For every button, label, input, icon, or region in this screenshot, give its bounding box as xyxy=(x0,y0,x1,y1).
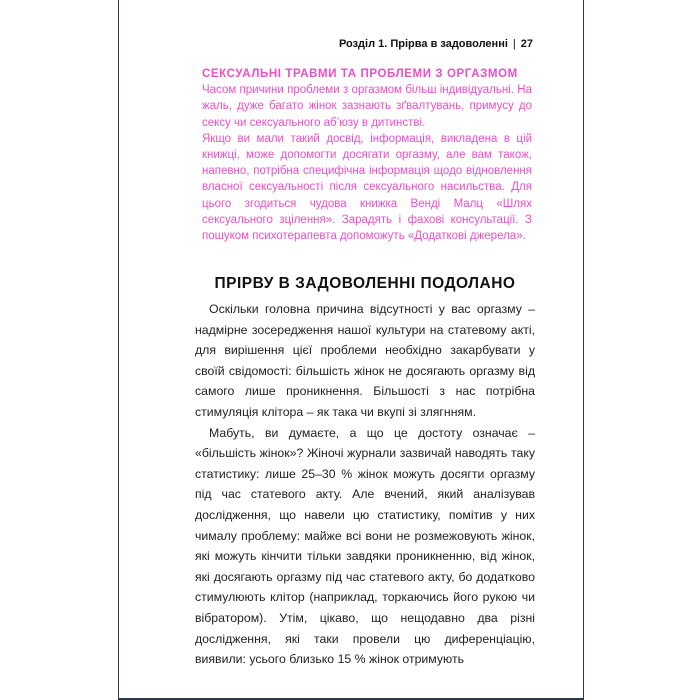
running-head xyxy=(339,38,533,50)
sidebar-title: СЕКСУАЛЬНІ ТРАВМИ ТА ПРОБЛЕМИ З ОРГАЗМОМ xyxy=(202,68,518,80)
book-page xyxy=(118,0,584,700)
body-paragraph: Мабуть, ви думаєте, а що це достоту означає – «більшість жінок»? Жіночі журнали зазвичай наводять таку статистику: лише 25–30 % жінок можуть досягти оргазму під час статевого акту. Але вчений, який аналізував дослідження, що навели цю статистику, помітив у них чималу проблему: майже всі вони не розмежовують жінок, які можуть кінчити тільки завдяки проникненню, від жінок, які досягають оргазму під час статевого акту, бо додатково стимулюють клітор (наприклад, торкаючись його рукою чи вібратором). Утім, цікаво, що нещодавно два різні дослідження, які таки провели цю диференціацію, виявили: усього близько 15 % жінок отримують xyxy=(195,425,535,667)
sidebar-box xyxy=(202,66,532,244)
header-separator: | xyxy=(512,38,516,50)
sidebar-paragraph: Часом причини проблеми з оргазмом більш індивідуальні. На жаль, дуже багато жінок зазнають зґвалтувань, примусу до сексу чи сексуального аб’юзу в дитинстві. xyxy=(202,84,532,129)
page-number: 27 xyxy=(520,38,533,50)
section-heading: ПРІРВУ В ЗАДОВОЛЕННІ ПОДОЛАНО xyxy=(214,275,516,292)
sidebar-paragraph: Якщо ви мали такий досвід, інформація, викладена в цій книжці, може допомогти досягати оргазму, але вам також, напевно, потрібна специфічна інформація щодо відновлення власної сексуальності після сексуального насильства. Для цього згодиться чудова книжка Венді Малц «Шлях сексуального зцілення». Зарадять і фахові консультації. З пошуком психотерапевта допоможуть «Додаткові джерела». xyxy=(202,132,532,243)
body-paragraph: Оскільки головна причина відсутності у вас оргазму – надмірне зосередження нашої культури на статевому акті, для вирішення цієї проблеми необхідно закарбувати у своїй свідомості: більшість жінок не досягають оргазму від самого лише проникнення. Більшості з нас потрібна стимуляція клітора – як така чи вкупі зі злягнням. xyxy=(195,302,535,419)
body-text xyxy=(195,299,535,670)
chapter-title: Розділ 1. Прірва в задоволенні xyxy=(338,38,508,50)
